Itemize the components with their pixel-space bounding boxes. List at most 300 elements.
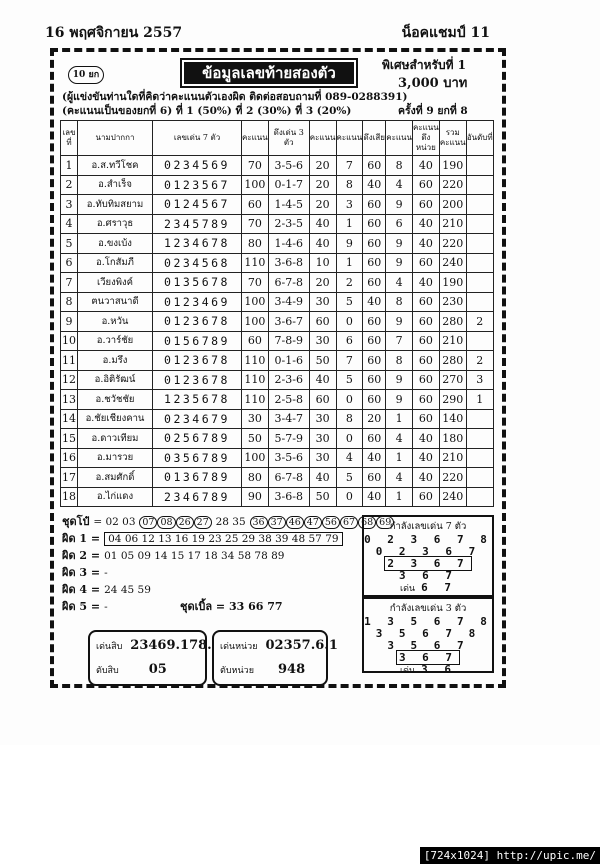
score-cell: 40: [413, 468, 440, 488]
page-number: น็อคแชมป์ 11: [401, 25, 490, 41]
score-cell: 0: [336, 487, 363, 507]
table-row: [61, 175, 494, 195]
digits-cell: 0124567: [153, 195, 242, 215]
score-cell: 60: [363, 195, 386, 215]
score-cell: 40: [363, 448, 386, 468]
score-cell: 4: [386, 175, 413, 195]
pen-name-cell: อ.ดาวเทียม: [78, 429, 153, 449]
score-cell: [466, 195, 493, 215]
title-box: [180, 58, 358, 88]
score-cell: 40: [309, 370, 336, 390]
miss-line-label: ผิด 1 =: [62, 532, 101, 545]
score-cell: 220: [439, 234, 466, 254]
score-cell: [466, 292, 493, 312]
score-cell: 8: [386, 156, 413, 176]
score-cell: 0-1-6: [268, 351, 309, 371]
score-cell: 5: [61, 234, 78, 254]
special-prize-label: พิเศษสำหรับที่ 1: [382, 58, 467, 72]
score-cell: 2: [466, 351, 493, 371]
score-cell: 1-4-5: [268, 195, 309, 215]
score-cell: 1-4-6: [268, 234, 309, 254]
score-cell: 20: [309, 273, 336, 293]
table-row: [61, 195, 494, 215]
issue-date: 16 พฤศจิกายน 2557: [45, 25, 183, 41]
miss-line-label: ผิด 2 =: [62, 549, 101, 562]
score-cell: 8: [386, 351, 413, 371]
score-cell: [466, 156, 493, 176]
column-header: รวมคะแนน: [439, 121, 466, 156]
power-row: [364, 664, 492, 676]
score-cell: 40: [413, 214, 440, 234]
score-cell: 12: [61, 370, 78, 390]
units-lead-label: เด่นหน่วย: [220, 642, 258, 652]
score-cell: 20: [309, 175, 336, 195]
score-cell: 1: [466, 390, 493, 410]
score-table: [60, 120, 494, 507]
pen-name-cell: อ.ศราวุธ: [78, 214, 153, 234]
upload-watermark[interactable]: [724x1024] http://upic.me/: [420, 847, 600, 864]
table-row: [61, 156, 494, 176]
score-cell: 60: [309, 312, 336, 332]
column-header: คะแนน: [242, 121, 269, 156]
column-header: เลขเด่น 7 ตัว: [153, 121, 242, 156]
score-cell: 60: [363, 331, 386, 351]
score-cell: 40: [363, 292, 386, 312]
score-cell: 190: [439, 273, 466, 293]
score-cell: [466, 448, 493, 468]
digits-cell: 0234568: [153, 253, 242, 273]
digits-cell: 2346789: [153, 487, 242, 507]
score-cell: 9: [386, 390, 413, 410]
digits-cell: 2345789: [153, 214, 242, 234]
score-cell: 220: [439, 175, 466, 195]
score-cell: 0: [336, 312, 363, 332]
score-cell: 3: [61, 195, 78, 215]
column-header: นามปากกา: [78, 121, 153, 156]
score-cell: 40: [413, 429, 440, 449]
table-row: [61, 234, 494, 254]
score-cell: 280: [439, 351, 466, 371]
score-cell: 3-6-8: [268, 253, 309, 273]
score-cell: 30: [309, 292, 336, 312]
pen-name-cell: อ.วาร์ชัย: [78, 331, 153, 351]
power-digits: 3 6 7: [398, 569, 458, 582]
score-cell: 190: [439, 156, 466, 176]
pen-name-cell: อ.โกสัมภี: [78, 253, 153, 273]
pen-name-cell: อ.หวัน: [78, 312, 153, 332]
units-drop-label: ตับหน่วย: [220, 666, 254, 676]
score-cell: 60: [363, 234, 386, 254]
score-cell: 5: [336, 292, 363, 312]
table-row: [61, 409, 494, 429]
tens-lead-label: เด่นสิบ: [96, 642, 123, 652]
table-row: [61, 370, 494, 390]
digits-cell: 0356789: [153, 448, 242, 468]
score-cell: 15: [61, 429, 78, 449]
miss-line-value: 24 45 59: [104, 584, 151, 596]
power-lead-label: เด่น: [400, 666, 416, 676]
score-cell: 1: [386, 448, 413, 468]
score-cell: [466, 429, 493, 449]
score-cell: 2: [61, 175, 78, 195]
digits-cell: 1234678: [153, 234, 242, 254]
table-row: [61, 312, 494, 332]
miss-line: [62, 580, 394, 597]
score-cell: 3: [336, 195, 363, 215]
score-cell: 0: [336, 390, 363, 410]
circled-pair: 68: [358, 516, 376, 529]
score-cell: 1: [386, 409, 413, 429]
digits-cell: 0123469: [153, 292, 242, 312]
pen-name-cell: อ.มารวย: [78, 448, 153, 468]
score-cell: 2-3-6: [268, 370, 309, 390]
score-cell: [466, 468, 493, 488]
score-cell: 9: [386, 234, 413, 254]
score-cell: 9: [61, 312, 78, 332]
power-digits: 1 3 5 6 7 8: [364, 615, 492, 628]
pen-name-cell: อ.อิติรัฒน์: [78, 370, 153, 390]
score-cell: 30: [309, 448, 336, 468]
score-cell: 100: [242, 292, 269, 312]
score-cell: 60: [363, 156, 386, 176]
round-number: ครั้งที่ 9 ยกที่ 8: [398, 105, 468, 117]
score-cell: 70: [242, 273, 269, 293]
power-digits: 3 5 6 7 8: [375, 627, 481, 640]
score-cell: 60: [309, 390, 336, 410]
circled-pair: 36: [250, 516, 268, 529]
column-header: คะแนน: [386, 121, 413, 156]
score-cell: [466, 409, 493, 429]
score-cell: 60: [413, 312, 440, 332]
digits-cell: 0136789: [153, 468, 242, 488]
table-row: [61, 351, 494, 371]
score-cell: 4: [386, 468, 413, 488]
score-cell: 30: [242, 409, 269, 429]
score-cell: [466, 487, 493, 507]
score-cell: 100: [242, 175, 269, 195]
pen-name-cell: อ.มรึง: [78, 351, 153, 371]
score-cell: 8: [61, 292, 78, 312]
score-cell: 80: [242, 468, 269, 488]
miss-line-label: ผิด 4 =: [62, 583, 101, 596]
circled-pair: 26: [176, 516, 194, 529]
score-cell: 70: [242, 156, 269, 176]
table-row: [61, 448, 494, 468]
score-cell: 7: [336, 351, 363, 371]
score-cell: 3-4-9: [268, 292, 309, 312]
pen-name-cell: เวียงพิงค์: [78, 273, 153, 293]
score-cell: 40: [309, 234, 336, 254]
score-cell: 6: [336, 331, 363, 351]
blank-margin: [0, 745, 600, 864]
double-numbers: ชุดเบิ้ล = 33 66 77: [180, 600, 283, 613]
table-row: [61, 331, 494, 351]
score-weights: (คะแนนเป็นของยกที่ 6) ที่ 1 (50%) ที่ 2 (30%) ที่ 3 (20%): [62, 105, 352, 117]
circled-pair: 47: [304, 516, 322, 529]
table-row: [61, 292, 494, 312]
score-cell: 9: [336, 234, 363, 254]
score-cell: 50: [309, 351, 336, 371]
score-cell: 4: [386, 429, 413, 449]
score-cell: 60: [363, 351, 386, 371]
score-cell: 60: [363, 312, 386, 332]
table-row: [61, 253, 494, 273]
power-digits: 6 7: [421, 581, 456, 594]
circled-pair: 08: [157, 516, 175, 529]
score-cell: 60: [413, 292, 440, 312]
score-cell: 40: [363, 487, 386, 507]
power-7-panel: [362, 515, 494, 597]
score-cell: 5-7-9: [268, 429, 309, 449]
score-cell: 60: [413, 195, 440, 215]
score-cell: 60: [413, 175, 440, 195]
score-cell: 100: [242, 312, 269, 332]
score-cell: 210: [439, 448, 466, 468]
circled-pair: 69: [376, 516, 394, 529]
table-row: [61, 429, 494, 449]
score-cell: 60: [413, 409, 440, 429]
score-cell: 6: [386, 214, 413, 234]
score-cell: 40: [413, 156, 440, 176]
score-cell: 110: [242, 253, 269, 273]
score-cell: 11: [61, 351, 78, 371]
score-cell: 30: [309, 429, 336, 449]
pen-name-cell: อ.ไก่แดง: [78, 487, 153, 507]
score-cell: 18: [61, 487, 78, 507]
pen-name-cell: อ.ขงเบ้ง: [78, 234, 153, 254]
score-cell: 240: [439, 487, 466, 507]
score-cell: 4: [336, 448, 363, 468]
digits-cell: 0123678: [153, 312, 242, 332]
score-cell: 17: [61, 468, 78, 488]
score-cell: 2-5-8: [268, 390, 309, 410]
table-body: [61, 156, 494, 507]
score-cell: 3-6-7: [268, 312, 309, 332]
power-digits: 0 2 3 6 7: [375, 545, 481, 558]
power-digits: 2 3 6 7: [384, 556, 471, 571]
units-lead-value: 02357.6.1: [265, 638, 338, 653]
tens-drop-value: 05: [148, 662, 167, 677]
score-cell: 60: [413, 370, 440, 390]
miss-line: [62, 563, 394, 580]
score-cell: 60: [363, 429, 386, 449]
score-cell: 4: [61, 214, 78, 234]
pen-name-cell: อ.สำเร็จ: [78, 175, 153, 195]
power-digits: 0 2 3 6 7 8: [364, 533, 492, 546]
column-header: คะแนนดึงหน่วย: [413, 121, 440, 156]
score-cell: 40: [413, 234, 440, 254]
tens-drop-label: ตับสิบ: [96, 666, 119, 676]
digits-cell: 0135678: [153, 273, 242, 293]
score-cell: 6-7-8: [268, 468, 309, 488]
tens-lead-value: 23469.178.: [130, 638, 212, 653]
score-cell: 7-8-9: [268, 331, 309, 351]
digits-cell: 0156789: [153, 331, 242, 351]
table-header-row: [61, 121, 494, 156]
score-cell: 40: [413, 448, 440, 468]
score-cell: 8: [336, 175, 363, 195]
score-cell: 110: [242, 370, 269, 390]
score-cell: 60: [413, 253, 440, 273]
score-cell: 220: [439, 468, 466, 488]
score-cell: 60: [413, 487, 440, 507]
score-cell: 1: [336, 253, 363, 273]
score-cell: 2: [336, 273, 363, 293]
column-header: คะแนน: [336, 121, 363, 156]
score-cell: 7: [386, 331, 413, 351]
column-header: คะแนน: [309, 121, 336, 156]
score-cell: 9: [386, 195, 413, 215]
power-lead-label: เด่น: [400, 584, 416, 594]
score-cell: 3: [466, 370, 493, 390]
score-cell: 200: [439, 195, 466, 215]
score-cell: 60: [242, 331, 269, 351]
table-row: [61, 273, 494, 293]
digits-cell: 1235678: [153, 390, 242, 410]
power-digits: 3 6: [421, 663, 456, 676]
score-cell: 270: [439, 370, 466, 390]
score-cell: 0: [336, 429, 363, 449]
score-cell: 140: [439, 409, 466, 429]
table-row: [61, 468, 494, 488]
digits-cell: 0234679: [153, 409, 242, 429]
units-summary: [212, 630, 338, 686]
column-header: เลขที่: [61, 121, 78, 156]
score-cell: 14: [61, 409, 78, 429]
score-cell: 16: [61, 448, 78, 468]
score-cell: 40: [309, 468, 336, 488]
score-cell: [466, 175, 493, 195]
score-cell: 13: [61, 390, 78, 410]
score-cell: 110: [242, 351, 269, 371]
pen-name-cell: อ.สมศักดิ์: [78, 468, 153, 488]
miss-line-label: ผิด 5 =: [62, 600, 101, 613]
pen-name-cell: อ.ส.ทวีโชค: [78, 156, 153, 176]
score-cell: 70: [242, 214, 269, 234]
score-cell: 10: [61, 331, 78, 351]
score-cell: 60: [363, 273, 386, 293]
score-cell: 8: [336, 409, 363, 429]
score-cell: 6-7-8: [268, 273, 309, 293]
power-3-title: กำลังเลขเด่น 3 ตัว: [389, 603, 467, 614]
score-cell: 60: [413, 351, 440, 371]
score-cell: 40: [413, 273, 440, 293]
score-cell: 290: [439, 390, 466, 410]
page-title: ข้อมูลเลขท้ายสองตัว: [184, 62, 354, 84]
digits-cell: 0256789: [153, 429, 242, 449]
score-cell: 280: [439, 312, 466, 332]
score-cell: 210: [439, 214, 466, 234]
score-cell: 60: [363, 390, 386, 410]
score-cell: 2: [466, 312, 493, 332]
score-cell: 8: [386, 292, 413, 312]
score-cell: 40: [363, 175, 386, 195]
score-cell: 50: [309, 487, 336, 507]
score-cell: 100: [242, 448, 269, 468]
miss-line-value: 01 05 09 14 15 17 18 34 58 78 89: [104, 550, 285, 562]
column-header: ดึงเด่น 3 ตัว: [268, 121, 309, 156]
table-row: [61, 487, 494, 507]
power-digits: 3 6 7: [396, 650, 460, 665]
score-cell: 30: [309, 331, 336, 351]
pen-name-cell: อ.ทับทิมสยาม: [78, 195, 153, 215]
contact-info: (ผู้แข่งขันท่านใดที่คิดว่าคะแนนตัวเองผิด ติดต่อสอบถามที่ 089-0288391): [62, 91, 408, 103]
score-cell: 1: [61, 156, 78, 176]
score-cell: 7: [336, 156, 363, 176]
pairs-plain: = 02 03: [93, 516, 136, 528]
miss-line: [62, 546, 394, 563]
pen-name-cell: อ.ชวัชชัย: [78, 390, 153, 410]
score-cell: 0-1-7: [268, 175, 309, 195]
score-cell: 180: [439, 429, 466, 449]
power-7-title: กำลังเลขเด่น 7 ตัว: [389, 521, 467, 532]
score-cell: 3-6-8: [268, 487, 309, 507]
score-cell: 2-3-5: [268, 214, 309, 234]
score-cell: 6: [61, 253, 78, 273]
score-cell: 5: [336, 468, 363, 488]
score-cell: 3-5-6: [268, 156, 309, 176]
score-cell: 60: [363, 468, 386, 488]
score-cell: [466, 214, 493, 234]
score-cell: [466, 253, 493, 273]
table-row: [61, 214, 494, 234]
score-cell: 3-4-7: [268, 409, 309, 429]
circled-pair: 56: [322, 516, 340, 529]
score-cell: 7: [61, 273, 78, 293]
score-cell: 60: [242, 195, 269, 215]
digits-cell: 0123678: [153, 351, 242, 371]
score-cell: 20: [309, 156, 336, 176]
pen-name-cell: ฅนวาสนาดี: [78, 292, 153, 312]
score-cell: 90: [242, 487, 269, 507]
digits-cell: 0234569: [153, 156, 242, 176]
tens-summary: [88, 630, 212, 686]
table-row: [61, 390, 494, 410]
score-cell: [466, 234, 493, 254]
score-cell: 60: [363, 253, 386, 273]
power-digits: 3 5 6 7: [387, 639, 469, 652]
score-cell: 60: [363, 214, 386, 234]
score-cell: 3-5-6: [268, 448, 309, 468]
digits-cell: 0123567: [153, 175, 242, 195]
score-cell: 20: [363, 409, 386, 429]
miss-line-value: 04 06 12 13 16 19 23 25 29 38 39 48 57 79: [104, 532, 342, 546]
score-cell: 60: [363, 370, 386, 390]
digits-cell: 0123678: [153, 370, 242, 390]
score-cell: 60: [413, 331, 440, 351]
score-cell: 210: [439, 331, 466, 351]
score-cell: 9: [386, 312, 413, 332]
score-cell: 60: [413, 390, 440, 410]
score-cell: 1: [336, 214, 363, 234]
column-header: อันดับที่: [466, 121, 493, 156]
pairs-label: ชุดโป๋: [62, 515, 90, 528]
units-drop-value: 948: [277, 662, 306, 677]
column-header: ดึงเสีย: [363, 121, 386, 156]
pairs-mid: 28 35: [215, 516, 246, 528]
score-cell: 80: [242, 234, 269, 254]
power-3-panel: [362, 597, 494, 676]
score-cell: 1: [386, 487, 413, 507]
circled-pair: 07: [139, 516, 157, 529]
score-cell: 4: [386, 273, 413, 293]
miss-line-label: ผิด 3 =: [62, 566, 101, 579]
score-cell: 5: [336, 370, 363, 390]
score-cell: 230: [439, 292, 466, 312]
score-cell: [466, 273, 493, 293]
prize-amount: 3,000 บาท: [398, 76, 468, 91]
miss-line: [62, 529, 394, 546]
